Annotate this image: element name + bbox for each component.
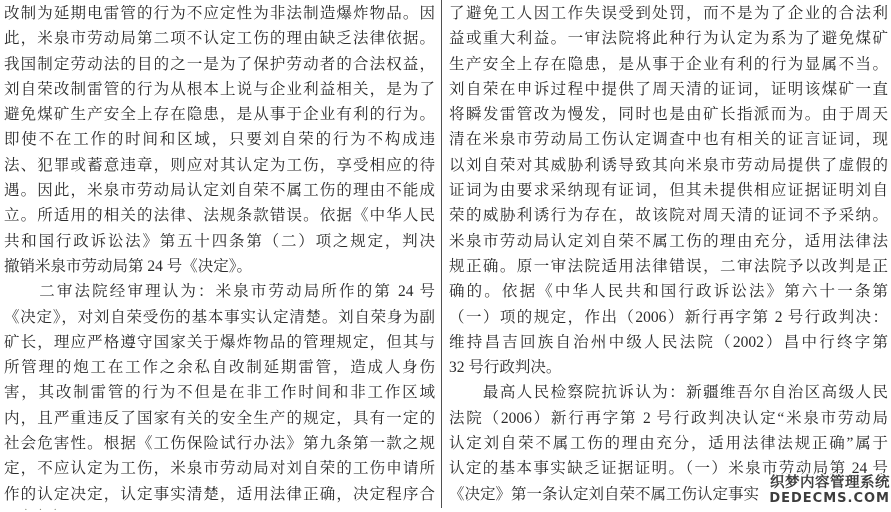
- text-line: 共和国行政诉讼法》第五十四条第（二）项之规定，判决: [4, 232, 435, 250]
- watermark-domain: DEDECMS.COM: [769, 491, 890, 506]
- text-line: 认定刘自荣不属工伤的理由充分，适用法律法规正确”属于: [449, 435, 888, 453]
- text-line: 改制为延期电雷管的行为不应定性为非法制造爆炸物品。因: [4, 5, 435, 22]
- text-line: 维持昌吉回族自治州中级人民法院（2002）昌中行终字第: [449, 333, 888, 351]
- text-line: 矿长，理应严格遵守国家关于爆炸物品的管理规定，但其与: [4, 333, 435, 351]
- text-line: 遇。因此，米泉市劳动局认定刘自荣不属工伤的理由不能成: [4, 182, 435, 200]
- text-line: 刘自荣在申诉过程中提供了周天清的证词，证明该煤矿一直: [449, 80, 888, 98]
- text-line: 害，其改制雷管的行为不但是在非工作时间和非工作区域: [4, 384, 435, 402]
- text-line: 益或重大利益。一审法院将此种行为认定为系为了避免煤矿: [449, 30, 888, 48]
- column-divider: [441, 0, 442, 508]
- text-line: 规正确。原一审法院适用法律错误，二审法院予以改判是正: [449, 257, 888, 275]
- text-line: 荣的威胁利诱行为存在，故该院对周天清的证词不予采纳。: [449, 207, 888, 225]
- text-line: 米泉市劳动局认定刘自荣不属工伤的理由充分，适用法律法: [449, 232, 888, 250]
- text-line: （一）项的规定，作出（2006）新行再字第 2 号行政判决：: [449, 308, 888, 326]
- text-line: 撤销米泉市劳动局第 24 号《决定》。: [4, 257, 253, 275]
- text-line: 以刘自荣对其威胁利诱导致其向米泉市劳动局提供了虚假的: [449, 156, 888, 174]
- text-line: 最高人民检察院抗诉认为：新疆维吾尔自治区高级人民: [449, 384, 888, 402]
- watermark-title: 织梦内容管理系统: [770, 475, 890, 491]
- text-line: 定，不应认定为工伤，米泉市劳动局对刘自荣的工伤申请所: [4, 460, 435, 478]
- text-line: 将瞬发雷管改为慢发，同时也是由矿长指派而为。由于周天: [449, 106, 888, 124]
- text-line: 立。所适用的相关的法律、法规条款错误。依据《中华人民: [4, 207, 435, 225]
- text-line: 生产安全上存在隐患，是从事于企业有利的行为显属不当。: [449, 55, 888, 73]
- text-line: 法院（2006）新行再字第 2 号行政判决认定“米泉市劳动局: [449, 409, 888, 427]
- text-line: 《决定》第一条认定刘自荣不属工伤认定事实: [449, 485, 760, 503]
- text-line: 确的。依据《中华人民共和国行政诉讼法》第六十一条第: [449, 283, 888, 301]
- text-line: 32 号行政判决。: [449, 359, 562, 377]
- text-line: 此，米泉市劳动局第二项不认定工伤的理由缺乏法律依据。: [4, 30, 435, 48]
- text-line: 避免煤矿生产安全上存在隐患，是从事于企业有利的行为。: [4, 106, 435, 124]
- text-line: 《决定》，对刘自荣受伤的基本事实认定清楚。刘自荣身为副: [4, 308, 435, 326]
- text-line: 即使不在工作的时间和区域，只要刘自荣的行为不构成违: [4, 131, 435, 149]
- text-line: 内，且严重违反了国家有关的安全生产的规定，具有一定的: [4, 409, 435, 427]
- text-line: 清在米泉市劳动局工伤认定调查中也有相关的证言证词，现: [449, 131, 888, 149]
- text-column-right: [449, 0, 888, 508]
- text-line: 我国制定劳动法的目的之一是为了保护劳动者的合法权益，: [4, 55, 435, 73]
- text-line: 了避免工人因工作失误受到处罚，而不是为了企业的合法利: [449, 5, 888, 22]
- text-line: 证词为由要求采纳现有证词，但其未提供相应证据证明刘自: [449, 182, 888, 200]
- text-line: 社会危害性。根据《工伤保险试行办法》第九条第一款之规: [4, 435, 435, 453]
- text-line: 作的认定决定，认定事实清楚，适用法律正确，决定程序合: [4, 485, 435, 503]
- footer-partial-text: ···: [24, 504, 68, 512]
- text-line: 二审法院经审理认为：米泉市劳动局所作的第 24 号: [4, 283, 435, 301]
- text-line: 认定的基本事实缺乏证据证明。（一）米泉市劳动局第 24 号: [449, 460, 888, 478]
- watermark: [769, 475, 890, 506]
- text-line: 所管理的炮工在工作之余私自改制延期雷管，造成人身伤: [4, 359, 435, 377]
- text-line: 法、犯罪或蓄意违章，则应对其认定为工伤，享受相应的待: [4, 156, 435, 174]
- text-line: 刘自荣改制雷管的行为从根本上说与企业利益相关，是为了: [4, 80, 435, 98]
- text-column-left: [4, 0, 435, 508]
